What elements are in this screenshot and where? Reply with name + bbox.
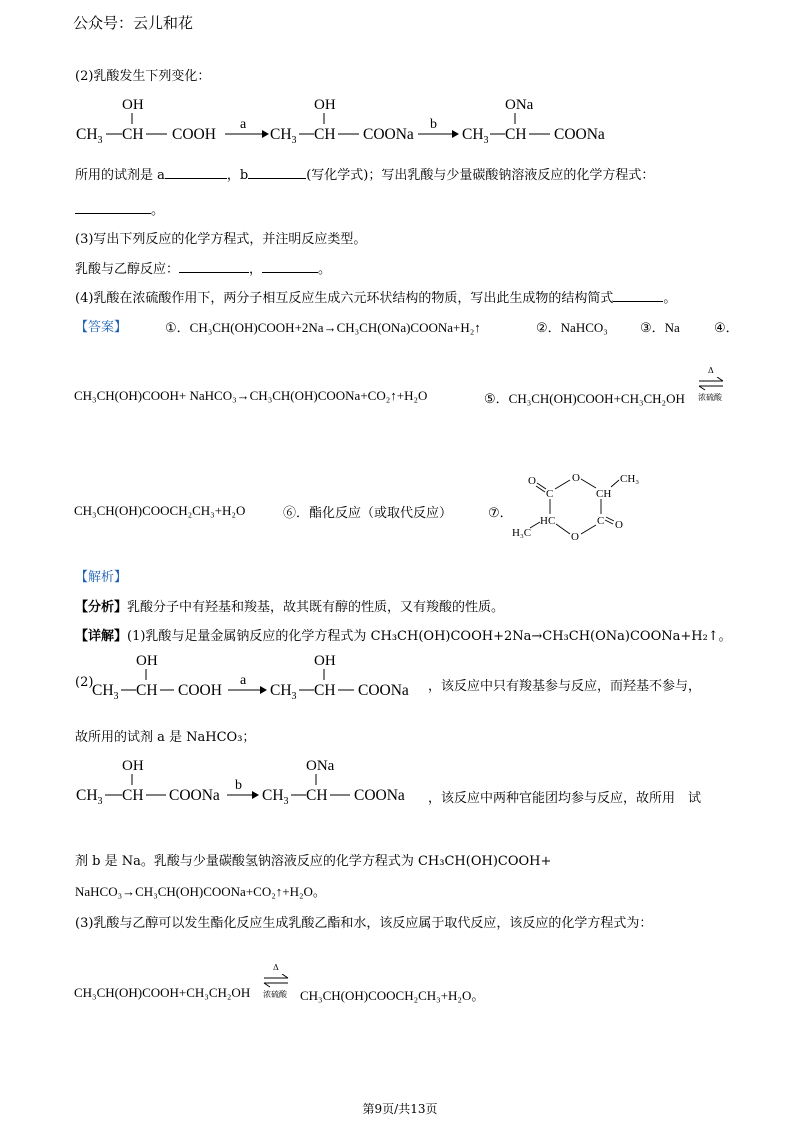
detail-3-line2: 剂 b 是 Na。乳酸与少量碳酸氢钠溶液反应的化学方程式为 CH₃CH(OH)COOH+ bbox=[75, 854, 552, 869]
detail-2-label: (2) bbox=[75, 675, 94, 690]
cooh-label: COOH bbox=[172, 126, 216, 143]
ring-o-label: O bbox=[571, 531, 579, 543]
ch3-label: $CH_3$ bbox=[262, 787, 289, 807]
q2-line1-p3: (写化学式)；写出乳酸与少量碳酸钠溶液反应的化学方程式： bbox=[306, 168, 655, 183]
arrow-head-icon bbox=[452, 130, 459, 138]
answer-blank-b[interactable] bbox=[248, 166, 306, 179]
delta-label: Δ bbox=[708, 366, 714, 375]
analysis-fenxi bbox=[75, 596, 504, 615]
answer-tag: 【答案】 bbox=[75, 320, 128, 335]
q3-line bbox=[75, 258, 331, 277]
reversible-arrow-icon bbox=[262, 974, 290, 988]
reagent-a-label: a bbox=[240, 117, 247, 132]
oh-label: OH bbox=[136, 653, 158, 669]
q3-title: (3)写出下列反应的化学方程式，并注明反应类型。 bbox=[75, 232, 367, 247]
analysis-detail-1 bbox=[75, 625, 732, 644]
ch-label: CH bbox=[314, 126, 336, 143]
detail-3-note: ，该反应中两种官能团均参与反应，故所用 试 bbox=[428, 791, 702, 806]
bond-line bbox=[530, 522, 540, 528]
answer-5-label: ⑤．CH₃CH(OH)COOH+CH₃CH₂OH bbox=[484, 391, 685, 406]
answer-4-label: ④． bbox=[714, 320, 739, 335]
coona-label: COONa bbox=[363, 126, 414, 143]
arrow-head-icon bbox=[260, 686, 267, 694]
answer-7-label: ⑦． bbox=[488, 506, 513, 521]
ring-c-label: C bbox=[546, 488, 554, 500]
ch-label: CH bbox=[505, 126, 527, 143]
reversible-condition bbox=[262, 963, 292, 1005]
bond-line bbox=[556, 524, 570, 534]
ch3-label: $CH_3$ bbox=[92, 682, 119, 702]
arrow-head-icon bbox=[252, 791, 259, 799]
oh-label: OH bbox=[122, 758, 144, 774]
ona-label: ONa bbox=[505, 97, 534, 113]
reagent-a-label: a bbox=[240, 673, 247, 688]
ch3-label: $CH_3$ bbox=[462, 126, 489, 146]
reagent-b-label: b bbox=[235, 778, 242, 793]
ring-ch-label: CH bbox=[596, 488, 612, 500]
reversible-arrow-icon bbox=[697, 377, 725, 391]
detail-2-reaction bbox=[88, 646, 428, 702]
reversible-condition bbox=[697, 366, 727, 408]
ring-c-label: C bbox=[597, 515, 605, 527]
answer-blank-equation[interactable] bbox=[75, 201, 151, 214]
ch3-label: $CH_3$ bbox=[270, 682, 297, 702]
q2-line1 bbox=[75, 164, 654, 183]
ch-label: CH bbox=[122, 787, 144, 804]
q3-line-p1: 乳酸与乙醇反应： bbox=[75, 262, 180, 277]
detail-1-text: (1)乳酸与足量金属钠反应的化学方程式为 CH₃CH(OH)COOH+2Na→CH₃CH(ONa)COONa+H₂↑。 bbox=[127, 629, 732, 644]
account-header: 公众号：云儿和花 bbox=[73, 14, 194, 32]
page-number: 第9页/共13页 bbox=[362, 1102, 438, 1116]
fenxi-text: 乳酸分子中有羟基和羧基，故其既有醇的性质，又有羧酸的性质。 bbox=[127, 600, 505, 615]
answer-6: ⑥．酯化反应（或取代反应） bbox=[283, 506, 453, 521]
answer-blank-equation[interactable] bbox=[179, 260, 249, 273]
arrow-head-icon bbox=[262, 130, 269, 138]
analysis-tag: 【解析】 bbox=[75, 570, 128, 585]
detail-4: (3)乳酸与乙醇可以发生酯化反应生成乳酸乙酯和水，该反应属于取代反应，该反应的化学方程式为： bbox=[75, 916, 653, 931]
oh-label: OH bbox=[122, 97, 144, 113]
ring-ch3-label: CH₃ bbox=[620, 473, 640, 485]
answer-4-equation: CH₃CH(OH)COOH+ NaHCO₃→CH₃CH(OH)COONa+CO₂↑+H₂O bbox=[74, 388, 428, 403]
answer-blank-structure[interactable] bbox=[613, 289, 663, 302]
bond-line bbox=[611, 480, 619, 487]
ch3-label: $CH_3$ bbox=[76, 126, 103, 146]
cooh-label: COOH bbox=[178, 682, 222, 699]
detail-3-reaction bbox=[72, 751, 422, 807]
bond-line bbox=[581, 479, 596, 488]
q4-text-p2: 。 bbox=[663, 291, 677, 306]
bond-line bbox=[606, 517, 614, 521]
bond-line bbox=[605, 520, 613, 524]
ring-o-label: O bbox=[572, 472, 580, 484]
answer-3: ③．Na bbox=[640, 320, 680, 335]
ch3-label: $CH_3$ bbox=[76, 787, 103, 807]
ch-label: CH bbox=[314, 682, 336, 699]
answer-blank-a[interactable] bbox=[165, 166, 227, 179]
detail-2-note: ，该反应中只有羧基参与反应，而羟基不参与， bbox=[428, 679, 702, 694]
ch-label: CH bbox=[136, 682, 158, 699]
reagent-b-label: b bbox=[430, 117, 437, 132]
fenxi-tag: 【分析】 bbox=[75, 600, 128, 615]
condition-label: 浓硫酸 bbox=[698, 393, 722, 402]
delta-label: Δ bbox=[273, 963, 279, 972]
coona-label: COONa bbox=[169, 787, 220, 804]
ch3-label: $CH_3$ bbox=[270, 126, 297, 146]
oh-label: OH bbox=[314, 653, 336, 669]
q2-reaction-scheme bbox=[70, 90, 630, 150]
q4-text-p1: (4)乳酸在浓硫酸作用下，两分子相互反应生成六元环状结构的物质，写出此生成物的结构简式 bbox=[75, 291, 614, 306]
bond-line bbox=[555, 480, 570, 489]
xiangjie-tag: 【详解】 bbox=[75, 629, 128, 644]
coona-label: COONa bbox=[554, 126, 605, 143]
oh-label: OH bbox=[314, 97, 336, 113]
q2-line1-p2: ，b bbox=[226, 168, 249, 183]
ring-o-label: O bbox=[615, 519, 623, 531]
q3-line-p2: ， bbox=[249, 262, 263, 277]
answer-5-product: CH₃CH(OH)COOCH₂CH₃+H₂O bbox=[74, 503, 246, 518]
q2-line1-p1: 所用的试剂是 a bbox=[75, 168, 165, 183]
ring-o-label: O bbox=[528, 475, 536, 487]
bond-line bbox=[581, 525, 596, 534]
ch-label: CH bbox=[122, 126, 144, 143]
q2-line2 bbox=[75, 199, 164, 218]
cyclic-lactide-structure bbox=[510, 462, 650, 548]
answer-blank-type[interactable] bbox=[262, 260, 318, 273]
q4-text bbox=[75, 287, 676, 306]
coona-label: COONa bbox=[358, 682, 409, 699]
answer-1: ①．CH₃CH(OH)COOH+2Na→CH₃CH(ONa)COONa+H₂↑ bbox=[165, 320, 481, 335]
ch-label: CH bbox=[306, 787, 328, 804]
coona-label: COONa bbox=[354, 787, 405, 804]
q2-line2-end: 。 bbox=[151, 203, 165, 218]
condition-label: 浓硫酸 bbox=[263, 990, 287, 999]
answer-2: ②．NaHCO₃ bbox=[536, 320, 608, 335]
q3-line-p3: 。 bbox=[318, 262, 332, 277]
detail-2-line2: 故所用的试剂 a 是 NaHCO₃； bbox=[75, 730, 256, 745]
ring-hc-label: HC bbox=[540, 515, 556, 527]
detail-3-line3: NaHCO₃→CH₃CH(OH)COONa+CO₂↑+H₂O。 bbox=[75, 884, 326, 899]
ring-h3c-label: H₃C bbox=[512, 527, 532, 539]
q2-title: (2)乳酸发生下列变化： bbox=[75, 69, 211, 84]
ona-label: ONa bbox=[306, 758, 335, 774]
detail-4-eq-p2: CH₃CH(OH)COOCH₂CH₃+H₂O。 bbox=[300, 988, 485, 1003]
detail-4-eq-p1: CH₃CH(OH)COOH+CH₃CH₂OH bbox=[74, 985, 251, 1000]
